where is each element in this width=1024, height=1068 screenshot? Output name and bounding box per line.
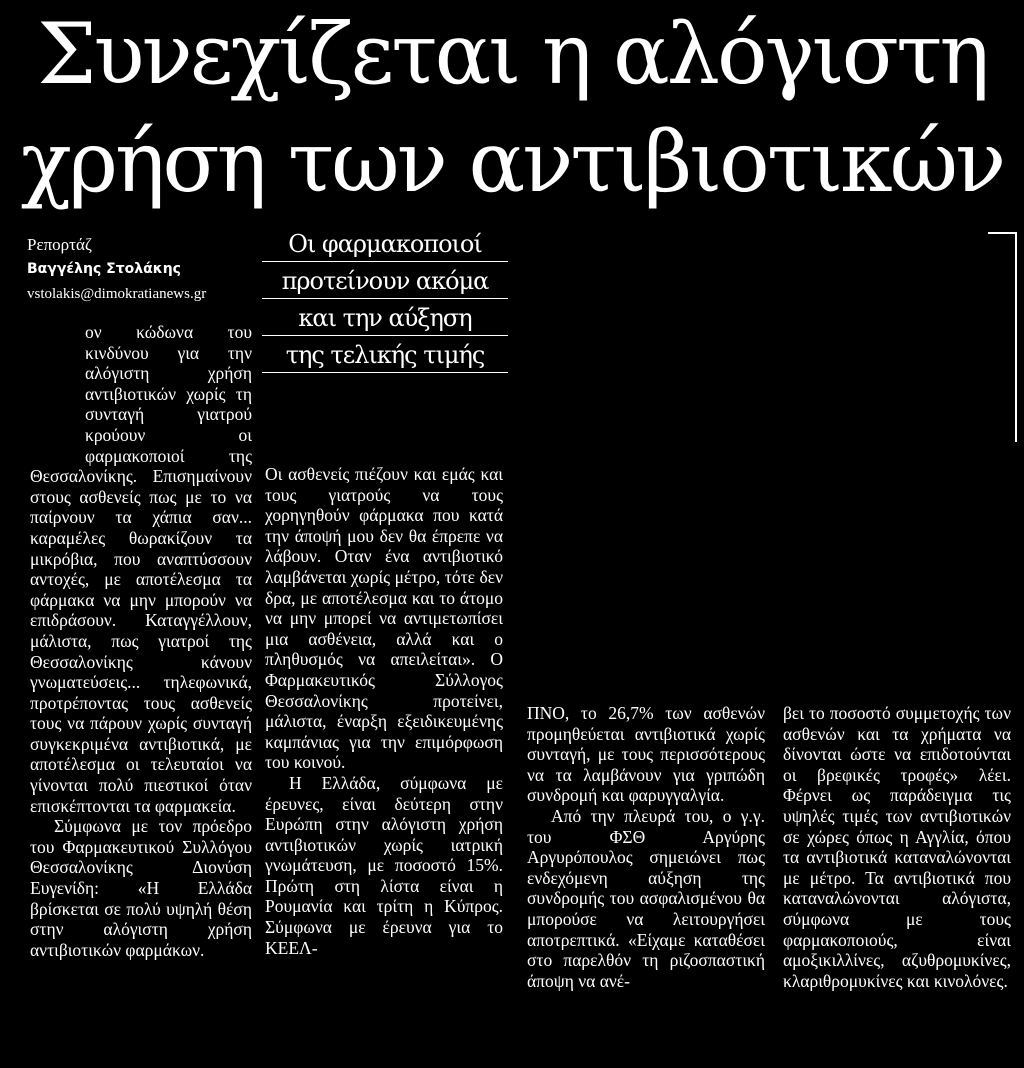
headline — [0, 0, 1024, 216]
byline-section: Ρεπορτάζ — [27, 235, 92, 254]
subheadline-line-3: και την αύξηση — [262, 302, 508, 336]
column-4-paragraph-1: βει το ποσοστό συμμετοχής των ασθενών και τα χρήματα να δίνονται ώστε να επιδοτούνται οι βρεφικές τροφές» λέει. Φέρνει ως παράδειγμα τις υψηλές τιμές των αντιβιοτικών σε χώρες όπως η Αγγλία, όπου τα αντιβιοτικά καταναλώνονται με μέτρο. Τα αντιβιοτικά που καταναλώνονται αλόγιστα, σύμφωνα με τους φαρμακοποιούς, είναι αμοξικιλλίνες, αζυθρομυκίνες, κλαριθρομυκίνες και κινολόνες. — [783, 703, 1011, 991]
column-2-paragraph-1: Οι ασθενείς πιέζουν και εμάς και τους γιατρούς να τους χορηγηθούν φάρμακα που κατά την άποψή μου δεν θα έπρεπε να λάβουν. Οταν ένα αντιβιοτικό λαμβάνεται χωρίς μέτρο, τότε δεν δρα, με αποτέλεσμα και το άτομο να μην μπορεί να αντιμετωπίσει μια ασθένεια, αλλά και ο πληθυσμός να απειλείται». Ο Φαρμακευτικός Σύλλογος Θεσσαλονίκης προτείνει, μάλιστα, έναρξη εξειδικευμένης καμπάνιας για την επιμόρφωση του κοινού. — [265, 464, 503, 773]
subheadline-line-2: προτείνουν ακόμα — [262, 265, 508, 299]
column-rule-top — [988, 232, 1016, 234]
article-column-3 — [527, 703, 765, 991]
byline-author: Βαγγέλης Στολάκης — [27, 261, 181, 277]
column-3-paragraph-1: ΠΝΟ, το 26,7% των ασθενών προμηθεύεται αντιβιοτικά χωρίς συνταγή, με τους περισσότερους να τα λαμβάνουν για γριπώδη συνδρομή και φαρυγγαλγία. — [527, 703, 765, 806]
column-3-paragraph-2: Από την πλευρά του, ο γ.γ. του ΦΣΘ Αργύρης Αργυρόπουλος σημειώνει πως ενδεχόμενη αύξηση της συνδρομής του ασφαλισμένου θα μπορούσε να λειτουργήσει αποτρεπτικά. «Είχαμε καταθέσει στο παρελθόν τη ριζοσπαστική άποψη να ανέ- — [527, 805, 765, 991]
article-column-1 — [30, 322, 252, 960]
column-1-paragraph-2: Σύμφωνα με τον πρόεδρο του Φαρμακευτικού Συλλόγου Θεσσαλονίκης Διονύση Ευγενίδη: «Η Ελλάδα βρίσκεται σε πολύ υψηλή θέση στην αλόγιστη χρήση αντιβιοτικών φαρμάκων. — [30, 816, 252, 960]
subheadline-line-4: της τελικής τιμής — [262, 339, 508, 373]
article-column-2 — [265, 464, 503, 958]
subheadline — [262, 228, 508, 376]
column-2-paragraph-2: Η Ελλάδα, σύμφωνα με έρευνες, είναι δεύτερη στην Ευρώπη στην αλόγιστη χρήση αντιβιοτικών χωρίς ιατρική γνωμάτευση, με ποσοστό 15%. Πρώτη στη λίστα είναι η Ρουμανία και τρίτη η Κύπρος. Σύμφωνα με έρευνα για το ΚΕΕΛ- — [265, 772, 503, 958]
subheadline-line-1: Οι φαρμακοποιοί — [262, 228, 508, 262]
byline — [27, 232, 267, 307]
drop-cap-space — [30, 322, 85, 446]
byline-email: vstolakis@dimokratianews.gr — [27, 286, 207, 302]
article-column-4 — [783, 703, 1011, 991]
column-1-paragraph-1: ον κώδωνα του κινδύνου για την αλόγιστη χρήση αντιβιοτικών χωρίς τη συνταγή γιατρού κρούουν οι φαρμακοποιοί της Θεσσαλονίκης. Επισημαίνουν στους ασθενείς πως με το να παίρνουν τα χάπια σαν... καραμέλες θωρακίζουν τα μικρόβια, που αναπτύσσουν αντοχές, με αποτέλεσμα τα φάρμακα να μην μπορούν να επιδράσουν. Καταγγέλλουν, μάλιστα, πως γιατροί της Θεσσαλονίκης κάνουν γνωματεύσεις... τηλεφωνικά, προτρέποντας τους ασθενείς τους να πάρουν χωρίς συνταγή συγκεκριμένα αντιβιοτικά, με αποτέλεσμα οι τελευταίοι να γίνονται πολύ πιεστικοί όταν επισκέπτονται τα φαρμακεία. — [30, 322, 252, 816]
headline-line-2: χρήση των αντιβιοτικών — [20, 113, 1004, 211]
column-rule-side — [1015, 232, 1017, 442]
headline-line-1: Συνεχίζεται η αλόγιστη — [37, 5, 987, 103]
